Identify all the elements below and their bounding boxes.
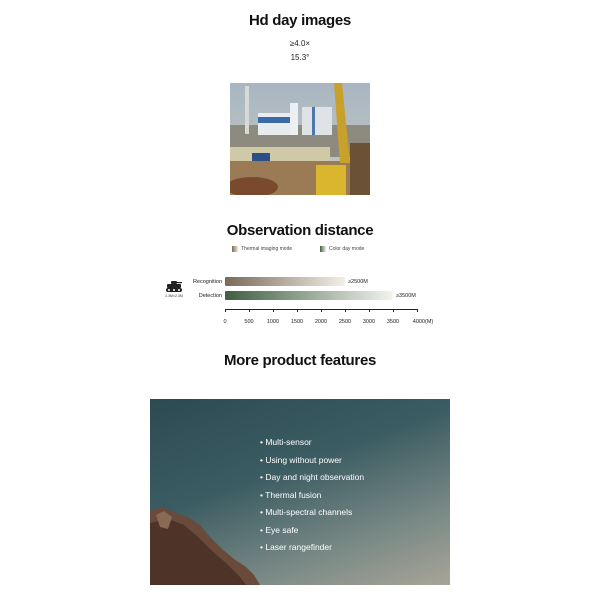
- legend-thermal-label: Thermal imaging mode: [241, 246, 293, 252]
- detection-label: Detection: [198, 293, 222, 299]
- x-tick-label: 4000(M): [412, 319, 434, 325]
- x-tick-mark: [393, 309, 394, 312]
- feature-item: • Laser rangefinder: [260, 542, 332, 552]
- feature-item: • Thermal fusion: [260, 490, 322, 500]
- detection-bar: [225, 291, 393, 300]
- x-tick-mark: [273, 309, 274, 312]
- x-tick-mark: [417, 309, 418, 312]
- x-tick-mark: [369, 309, 370, 312]
- legend-day-label: Color day mode: [329, 246, 365, 252]
- more-features-title: More product features: [223, 352, 377, 369]
- x-tick-mark: [249, 309, 250, 312]
- x-tick-label: 3000: [362, 319, 376, 325]
- recognition-value: ≥2500M: [348, 279, 368, 285]
- recognition-bar: [225, 277, 345, 286]
- feature-item: • Day and night observation: [260, 472, 365, 482]
- x-tick-label: 2500: [338, 319, 352, 325]
- x-tick-label: 500: [244, 319, 254, 325]
- feature-item: • Multi-sensor: [260, 437, 312, 447]
- x-tick-label: 2000: [314, 319, 328, 325]
- field-of-view-spec: 15.3°: [290, 53, 310, 62]
- detection-value: ≥3500M: [396, 293, 416, 299]
- x-tick-mark: [345, 309, 346, 312]
- recognition-label: Recognition: [192, 279, 222, 285]
- day-swatch: [320, 246, 326, 252]
- feature-item: • Multi-spectral channels: [260, 507, 353, 517]
- x-tick-label: 1500: [290, 319, 304, 325]
- x-tick-label: 1000: [266, 319, 280, 325]
- magnification-spec: ≥4.0×: [289, 39, 311, 48]
- tank-size-caption: 2.3M×2.3M: [165, 294, 183, 298]
- hd-day-images-title: Hd day images: [249, 12, 351, 29]
- day-image-photo: [230, 83, 370, 195]
- x-tick-label: 0: [223, 319, 227, 325]
- feature-item: • Using without power: [260, 455, 342, 465]
- features-panel: [150, 399, 450, 585]
- x-tick-mark: [225, 309, 226, 312]
- x-tick-mark: [297, 309, 298, 312]
- legend-day: [320, 246, 364, 252]
- x-tick-label: 3500: [386, 319, 400, 325]
- x-tick-mark: [321, 309, 322, 312]
- feature-item: • Eye safe: [260, 525, 299, 535]
- thermal-swatch: [232, 246, 238, 252]
- legend-thermal: [232, 246, 292, 252]
- industrial-scene-image: [230, 83, 370, 195]
- observation-distance-title: Observation distance: [226, 222, 374, 239]
